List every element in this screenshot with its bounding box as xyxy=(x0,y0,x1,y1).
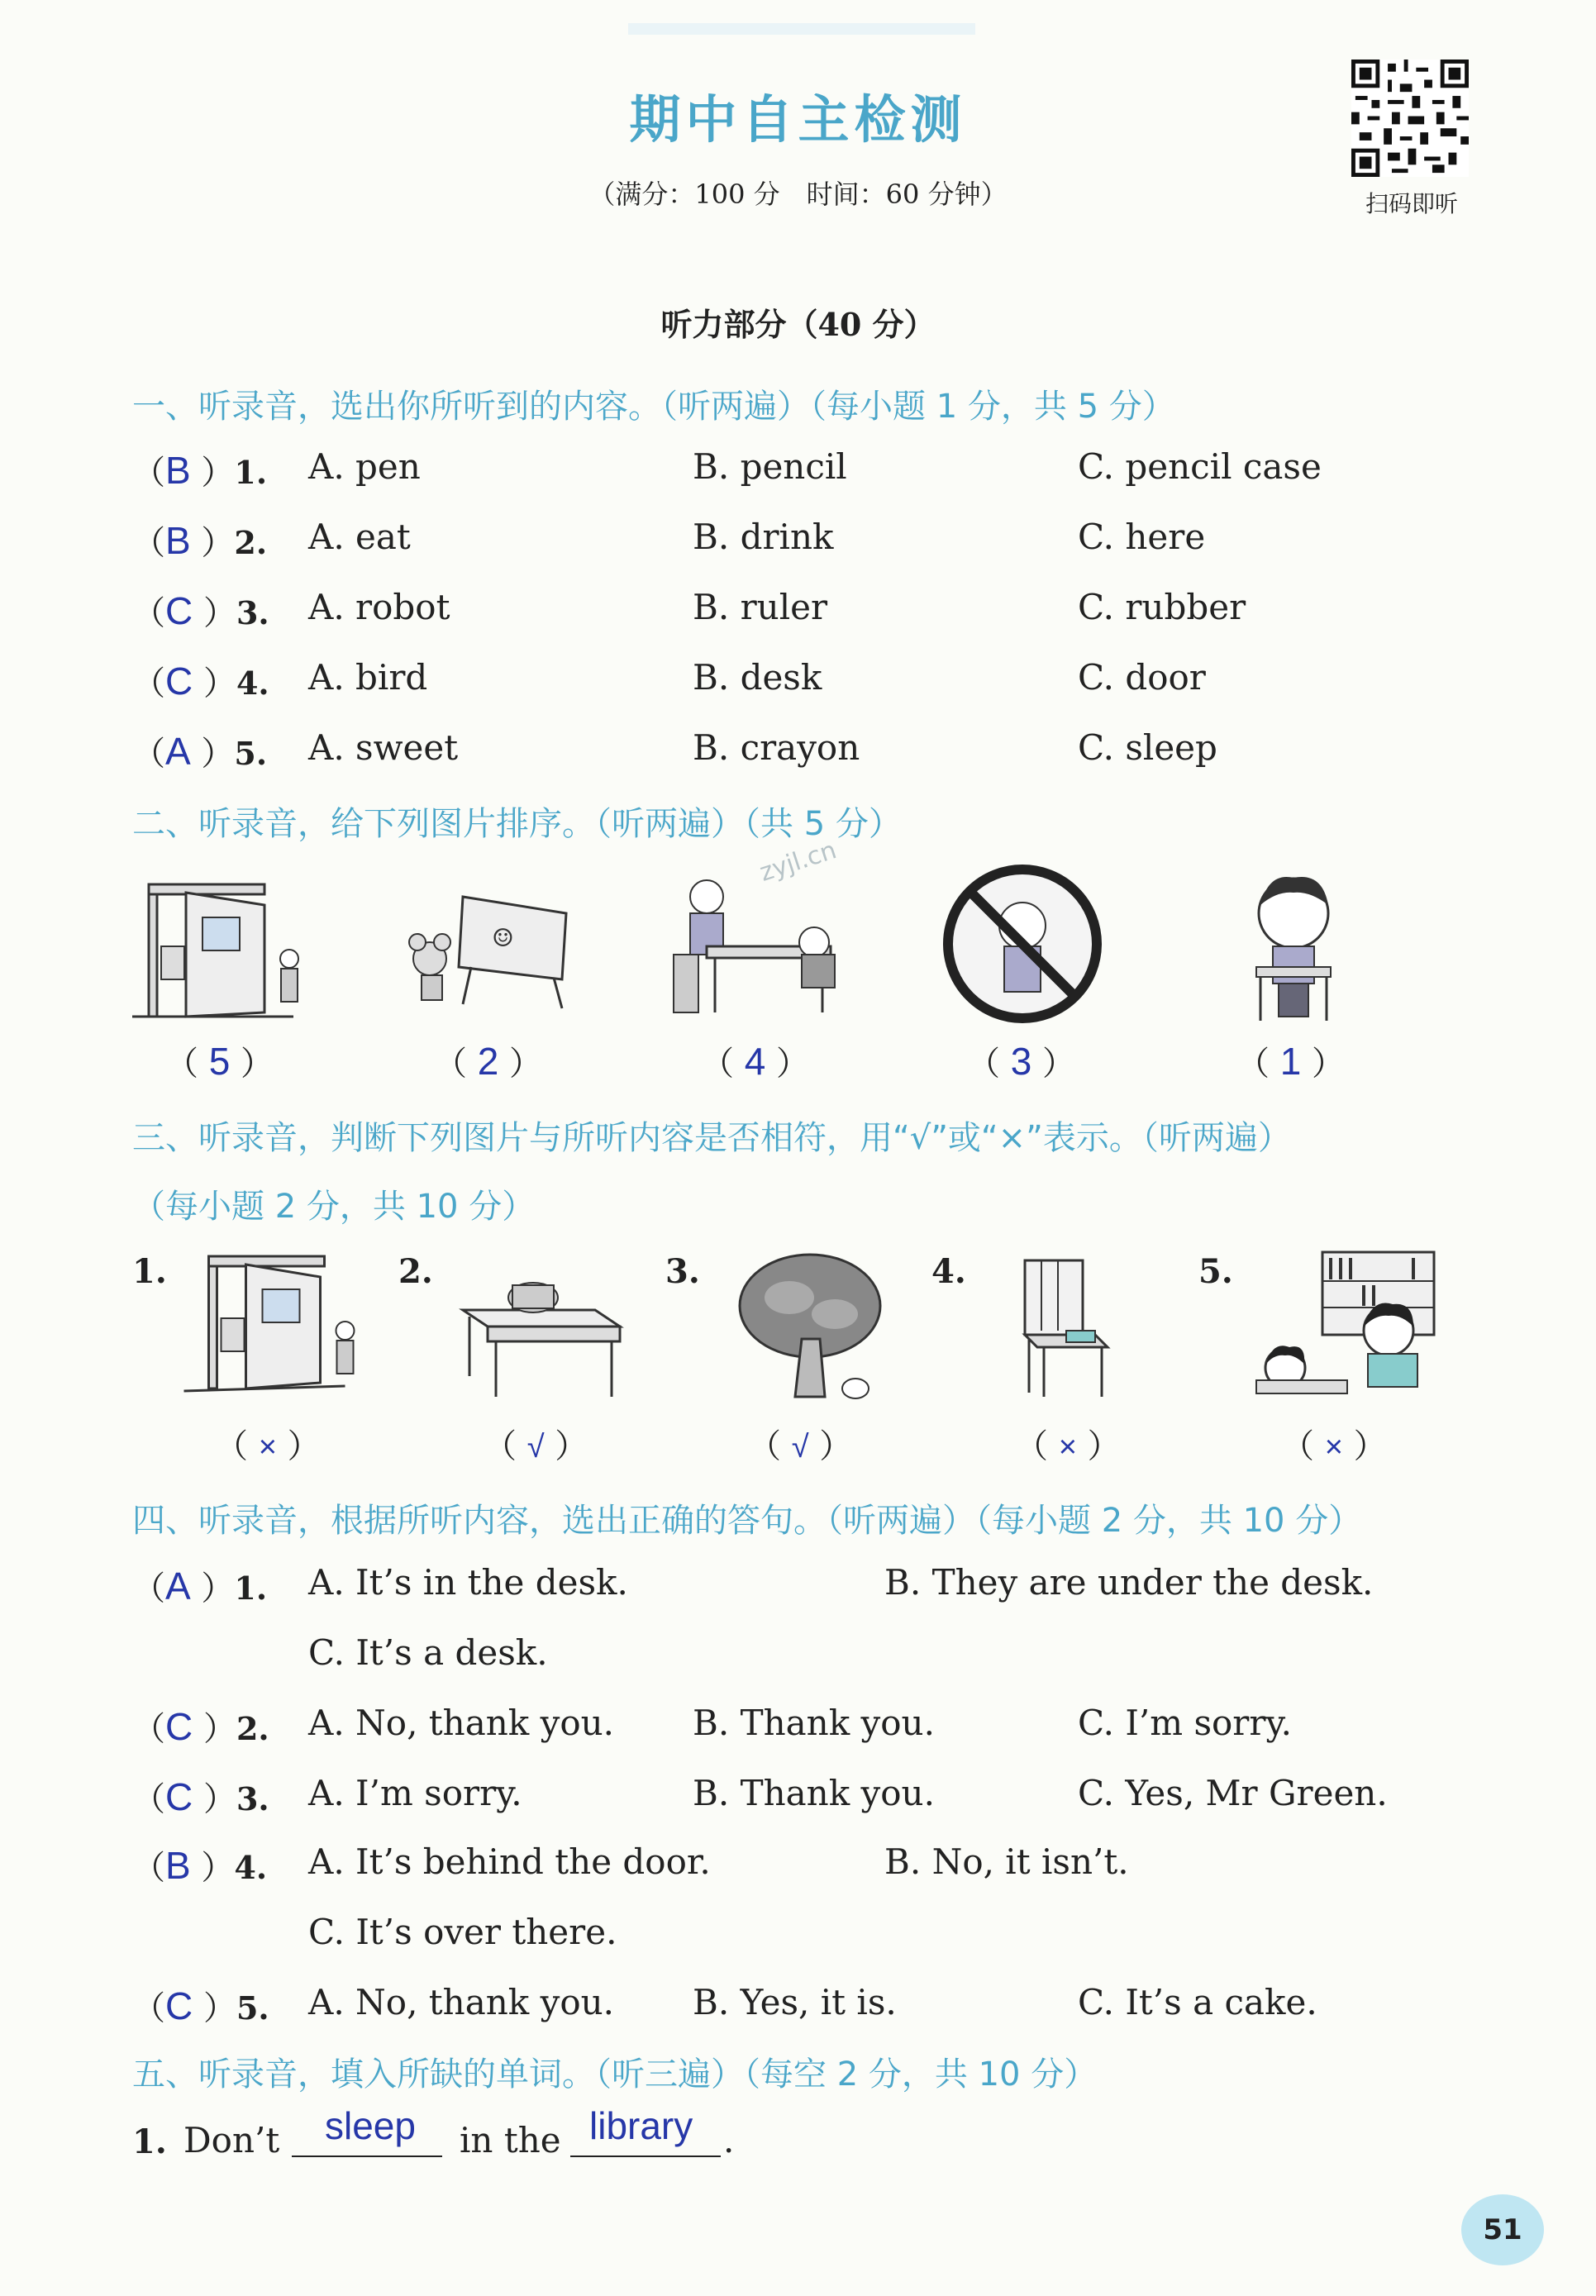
question-number: 4. xyxy=(931,1252,966,1291)
order-answer-5: （ 1 ） xyxy=(1236,1040,1346,1083)
judge-answer-5: （ × ） xyxy=(1281,1427,1387,1465)
option-c: C. Yes, Mr Green. xyxy=(1078,1773,1388,1813)
option-a: A. robot xyxy=(308,587,450,627)
option-c: C. pencil case xyxy=(1078,446,1322,487)
judge-answer-2: （ √ ） xyxy=(484,1427,588,1465)
svg-text:☺: ☺ xyxy=(492,924,514,953)
question-number: 2. xyxy=(398,1252,433,1291)
door-pic xyxy=(128,872,318,1029)
desk-with-bag-pic xyxy=(455,1252,628,1401)
option-b: B. Thank you. xyxy=(693,1703,935,1743)
option-b: B. No, it isn’t. xyxy=(884,1841,1129,1882)
option-a: A. sweet xyxy=(308,727,459,768)
answer-letter: A xyxy=(165,1565,191,1608)
watermark: zyjl.cn xyxy=(755,836,841,888)
option-b: B. Yes, it is. xyxy=(693,1982,897,2022)
option-c: C. rubber xyxy=(1078,587,1246,627)
judge-mark: × xyxy=(258,1430,277,1465)
section4-heading: 四、听录音，根据所听内容，选出正确的答句。（听两遍）（每小题 2 分，共 10 分） xyxy=(132,1502,1362,1540)
question-number: 1. xyxy=(132,2122,167,2161)
option-a: A. eat xyxy=(308,517,411,557)
option-b: B. drink xyxy=(693,517,834,557)
sentence-text: Don’t xyxy=(183,2120,280,2160)
mouse-board-pic xyxy=(401,888,574,1012)
option-a: A. bird xyxy=(308,657,428,698)
list-item: （B ）4. xyxy=(132,1844,268,1887)
question-number: 3. xyxy=(665,1252,700,1291)
answer-letter: A xyxy=(165,730,191,773)
sentence-text: in the xyxy=(460,2120,561,2160)
qr-code-icon[interactable] xyxy=(1351,60,1469,177)
list-item: （B ）2. xyxy=(132,519,268,562)
question-number: 3. xyxy=(236,594,269,631)
question-number: 4. xyxy=(234,1849,268,1886)
list-item: （A ）5. xyxy=(132,730,268,773)
option-a: A. No, thank you. xyxy=(308,1703,615,1743)
answer-letter: B xyxy=(165,519,191,562)
judge-mark: × xyxy=(1058,1430,1077,1465)
section2-heading: 二、听录音，给下列图片排序。（听两遍）（共 5 分） xyxy=(132,805,902,843)
answer-number: 2 xyxy=(477,1040,499,1083)
page-subtitle: （满分：100 分 时间：60 分钟） xyxy=(588,179,1008,210)
section1-heading: 一、听录音，选出你所听到的内容。（听两遍）（每小题 1 分，共 5 分） xyxy=(132,388,1175,426)
question-number: 5. xyxy=(236,1989,269,2027)
boy-chair-pic xyxy=(1227,868,1360,1025)
sentence-text: . xyxy=(723,2120,735,2160)
blank-line[interactable] xyxy=(292,2155,442,2157)
judge-answer-4: （ × ） xyxy=(1015,1427,1121,1465)
list-item: （A ）1. xyxy=(132,1565,268,1608)
question-number: 3. xyxy=(236,1780,269,1817)
answer-letter: C xyxy=(165,1705,193,1748)
section5-heading: 五、听录音，填入所缺的单词。（听三遍）（每空 2 分，共 10 分） xyxy=(132,2055,1098,2094)
page-title: 期中自主检测 xyxy=(629,89,967,150)
option-a: A. No, thank you. xyxy=(308,1982,615,2022)
part-title: 听力部分（40 分） xyxy=(660,306,936,343)
answer-number: 5 xyxy=(208,1040,231,1083)
answer-number: 3 xyxy=(1010,1040,1032,1083)
answer-number: 1 xyxy=(1279,1040,1302,1083)
question-number: 5. xyxy=(1198,1252,1233,1291)
option-a: A. pen xyxy=(308,446,421,487)
option-a: A. It’s behind the door. xyxy=(308,1841,711,1882)
judge-mark: × xyxy=(1324,1430,1343,1465)
answer-letter: C xyxy=(165,660,193,703)
option-c: C. door xyxy=(1078,657,1206,698)
blank-line[interactable] xyxy=(570,2155,721,2157)
library-pic xyxy=(1248,1248,1438,1401)
section3-heading-2: （每小题 2 分，共 10 分） xyxy=(132,1188,536,1226)
order-answer-4: （ 3 ） xyxy=(967,1040,1076,1083)
answer-letter: C xyxy=(165,589,193,632)
option-b: B. They are under the desk. xyxy=(884,1562,1374,1603)
option-c: C. I’m sorry. xyxy=(1078,1703,1292,1743)
list-item: （C ）3. xyxy=(132,589,269,632)
judge-answer-1: （ × ） xyxy=(215,1427,321,1465)
option-c: C. sleep xyxy=(1078,727,1217,768)
question-number: 2. xyxy=(236,1710,269,1747)
order-answer-2: （ 2 ） xyxy=(434,1040,543,1083)
question-number: 1. xyxy=(234,1570,268,1607)
question-number: 2. xyxy=(234,524,268,561)
option-b: B. ruler xyxy=(693,587,828,627)
fill-answer: library xyxy=(589,2104,693,2147)
list-item: （C ）3. xyxy=(132,1775,269,1818)
answer-letter: B xyxy=(165,1844,191,1887)
option-a: A. It’s in the desk. xyxy=(308,1562,628,1603)
boys-desk-pic xyxy=(657,872,855,1021)
list-item: （C ）4. xyxy=(132,660,269,703)
fill-answer: sleep xyxy=(325,2104,416,2147)
header-strip xyxy=(628,23,975,35)
judge-mark: √ xyxy=(526,1430,545,1465)
question-number: 1. xyxy=(234,454,268,491)
order-answer-3: （ 4 ） xyxy=(701,1040,810,1083)
judge-answer-3: （ √ ） xyxy=(748,1427,853,1465)
option-c: C. It’s over there. xyxy=(308,1912,617,1952)
question-number: 4. xyxy=(236,665,269,702)
qr-caption: 扫码即听 xyxy=(1365,190,1458,217)
question-number: 5. xyxy=(234,735,268,772)
option-b: B. crayon xyxy=(693,727,860,768)
list-item: （C ）2. xyxy=(132,1705,269,1748)
option-b: B. desk xyxy=(693,657,822,698)
tree-pic xyxy=(727,1248,893,1405)
option-c: C. here xyxy=(1078,517,1206,557)
list-item: （C ）5. xyxy=(132,1984,269,2027)
question-number: 1. xyxy=(132,1252,167,1291)
list-item: （B ）1. xyxy=(132,449,268,492)
answer-letter: C xyxy=(165,1984,193,2027)
answer-letter: C xyxy=(165,1775,193,1818)
option-b: B. Thank you. xyxy=(693,1773,935,1813)
option-c: C. It’s a desk. xyxy=(308,1632,548,1673)
order-answer-1: （ 5 ） xyxy=(165,1040,274,1083)
option-b: B. pencil xyxy=(693,446,847,487)
answer-number: 4 xyxy=(744,1040,766,1083)
chair-pic xyxy=(1012,1252,1120,1401)
judge-mark: √ xyxy=(791,1430,809,1465)
option-a: A. I’m sorry. xyxy=(308,1773,522,1813)
answer-letter: B xyxy=(165,449,191,492)
no-eating-pic xyxy=(942,864,1103,1025)
door-pic-2 xyxy=(178,1244,372,1401)
section3-heading: 三、听录音，判断下列图片与所听内容是否相符，用“√”或“×”表示。（听两遍） xyxy=(132,1119,1291,1157)
page-number: 51 xyxy=(1461,2194,1544,2265)
option-c: C. It’s a cake. xyxy=(1078,1982,1317,2022)
